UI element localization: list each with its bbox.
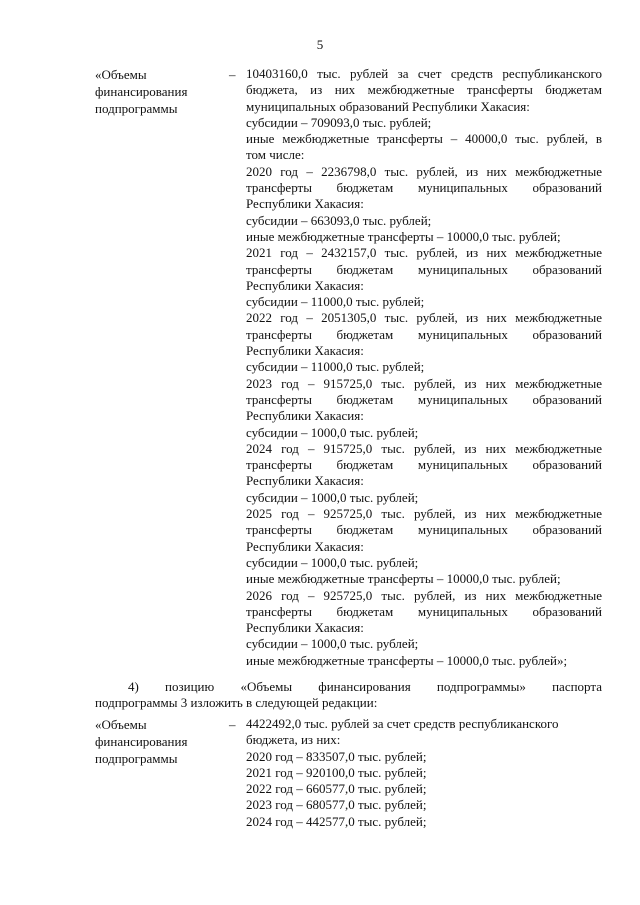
section-2-label-line: финансирования <box>95 734 188 749</box>
content-line: 2023 год – 680577,0 тыс. рублей; <box>246 797 427 813</box>
section-1-label <box>95 66 225 117</box>
content-line: трансферты бюджетам муниципальных образований <box>246 180 602 196</box>
section-2-label <box>95 716 225 767</box>
content-line: субсидии – 11000,0 тыс. рублей; <box>246 359 425 375</box>
amendment-paragraph <box>95 679 602 711</box>
content-line: том числе: <box>246 147 305 163</box>
content-line: 2026 год – 925725,0 тыс. рублей, из них межбюджетные <box>246 587 602 603</box>
section-2-label-line: подпрограммы <box>95 751 178 766</box>
content-line: трансферты бюджетам муниципальных образований <box>246 261 602 277</box>
content-line: 2024 год – 915725,0 тыс. рублей, из них межбюджетные <box>246 440 602 456</box>
content-line: бюджета, из них межбюджетные трансферты бюджетам <box>246 82 602 98</box>
page-number: 5 <box>316 37 324 52</box>
content-line: субсидии – 1000,0 тыс. рублей; <box>246 554 419 570</box>
content-line: иные межбюджетные трансферты – 40000,0 тыс. рублей, в <box>246 131 602 147</box>
content-line: бюджета, из них: <box>246 732 341 748</box>
content-line: 2021 год – 2432157,0 тыс. рублей, из них межбюджетные <box>246 245 602 261</box>
content-line: 10403160,0 тыс. рублей за счет средств республиканского <box>246 66 602 81</box>
content-line: трансферты бюджетам муниципальных образований <box>246 457 602 473</box>
content-line: трансферты бюджетам муниципальных образований <box>246 522 602 538</box>
amendment-paragraph-line-1: 4) позицию «Объемы финансирования подпрограммы» паспорта <box>128 679 602 694</box>
content-line: иные межбюджетные трансферты – 10000,0 тыс. рублей; <box>246 571 561 587</box>
section-2-label-line: «Объемы <box>95 717 147 732</box>
content-line: Республики Хакасия: <box>246 473 364 489</box>
section-1-label-line: «Объемы <box>95 67 147 82</box>
content-line: 2023 год – 915725,0 тыс. рублей, из них межбюджетные <box>246 375 602 391</box>
content-line: Республики Хакасия: <box>246 277 364 293</box>
content-line: Республики Хакасия: <box>246 408 364 424</box>
section-2-dash: – <box>229 717 236 732</box>
content-line: 4422492,0 тыс. рублей за счет средств республиканского <box>246 716 559 731</box>
content-line: 2022 год – 660577,0 тыс. рублей; <box>246 781 427 797</box>
content-line: 2021 год – 920100,0 тыс. рублей; <box>246 764 427 780</box>
content-line: муниципальных образований Республики Хакасия: <box>246 98 530 114</box>
content-line: иные межбюджетные трансферты – 10000,0 тыс. рублей; <box>246 228 561 244</box>
content-line: 2024 год – 442577,0 тыс. рублей; <box>246 813 427 829</box>
content-line: иные межбюджетные трансферты – 10000,0 тыс. рублей»; <box>246 652 568 668</box>
section-1-label-line: подпрограммы <box>95 101 178 116</box>
content-line: субсидии – 1000,0 тыс. рублей; <box>246 636 419 652</box>
content-line: Республики Хакасия: <box>246 196 364 212</box>
section-1-content <box>246 66 602 669</box>
content-line: 2022 год – 2051305,0 тыс. рублей, из них межбюджетные <box>246 310 602 326</box>
content-line: трансферты бюджетам муниципальных образований <box>246 603 602 619</box>
content-line: субсидии – 709093,0 тыс. рублей; <box>246 114 432 130</box>
content-line: субсидии – 11000,0 тыс. рублей; <box>246 294 425 310</box>
content-line: Республики Хакасия: <box>246 620 364 636</box>
content-line: субсидии – 1000,0 тыс. рублей; <box>246 489 419 505</box>
section-1-label-line: финансирования <box>95 84 188 99</box>
content-line: 2020 год – 833507,0 тыс. рублей; <box>246 748 427 764</box>
content-line: 2025 год – 925725,0 тыс. рублей, из них межбюджетные <box>246 506 602 522</box>
content-line: трансферты бюджетам муниципальных образований <box>246 326 602 342</box>
content-line: Республики Хакасия: <box>246 538 364 554</box>
amendment-paragraph-line-2: подпрограммы 3 изложить в следующей редакции: <box>95 695 378 710</box>
section-2-content <box>246 716 602 830</box>
content-line: трансферты бюджетам муниципальных образований <box>246 391 602 407</box>
content-line: Республики Хакасия: <box>246 343 364 359</box>
section-1-dash: – <box>229 67 236 82</box>
content-line: 2020 год – 2236798,0 тыс. рублей, из них межбюджетные <box>246 163 602 179</box>
content-line: субсидии – 1000,0 тыс. рублей; <box>246 424 419 440</box>
content-line: субсидии – 663093,0 тыс. рублей; <box>246 212 432 228</box>
